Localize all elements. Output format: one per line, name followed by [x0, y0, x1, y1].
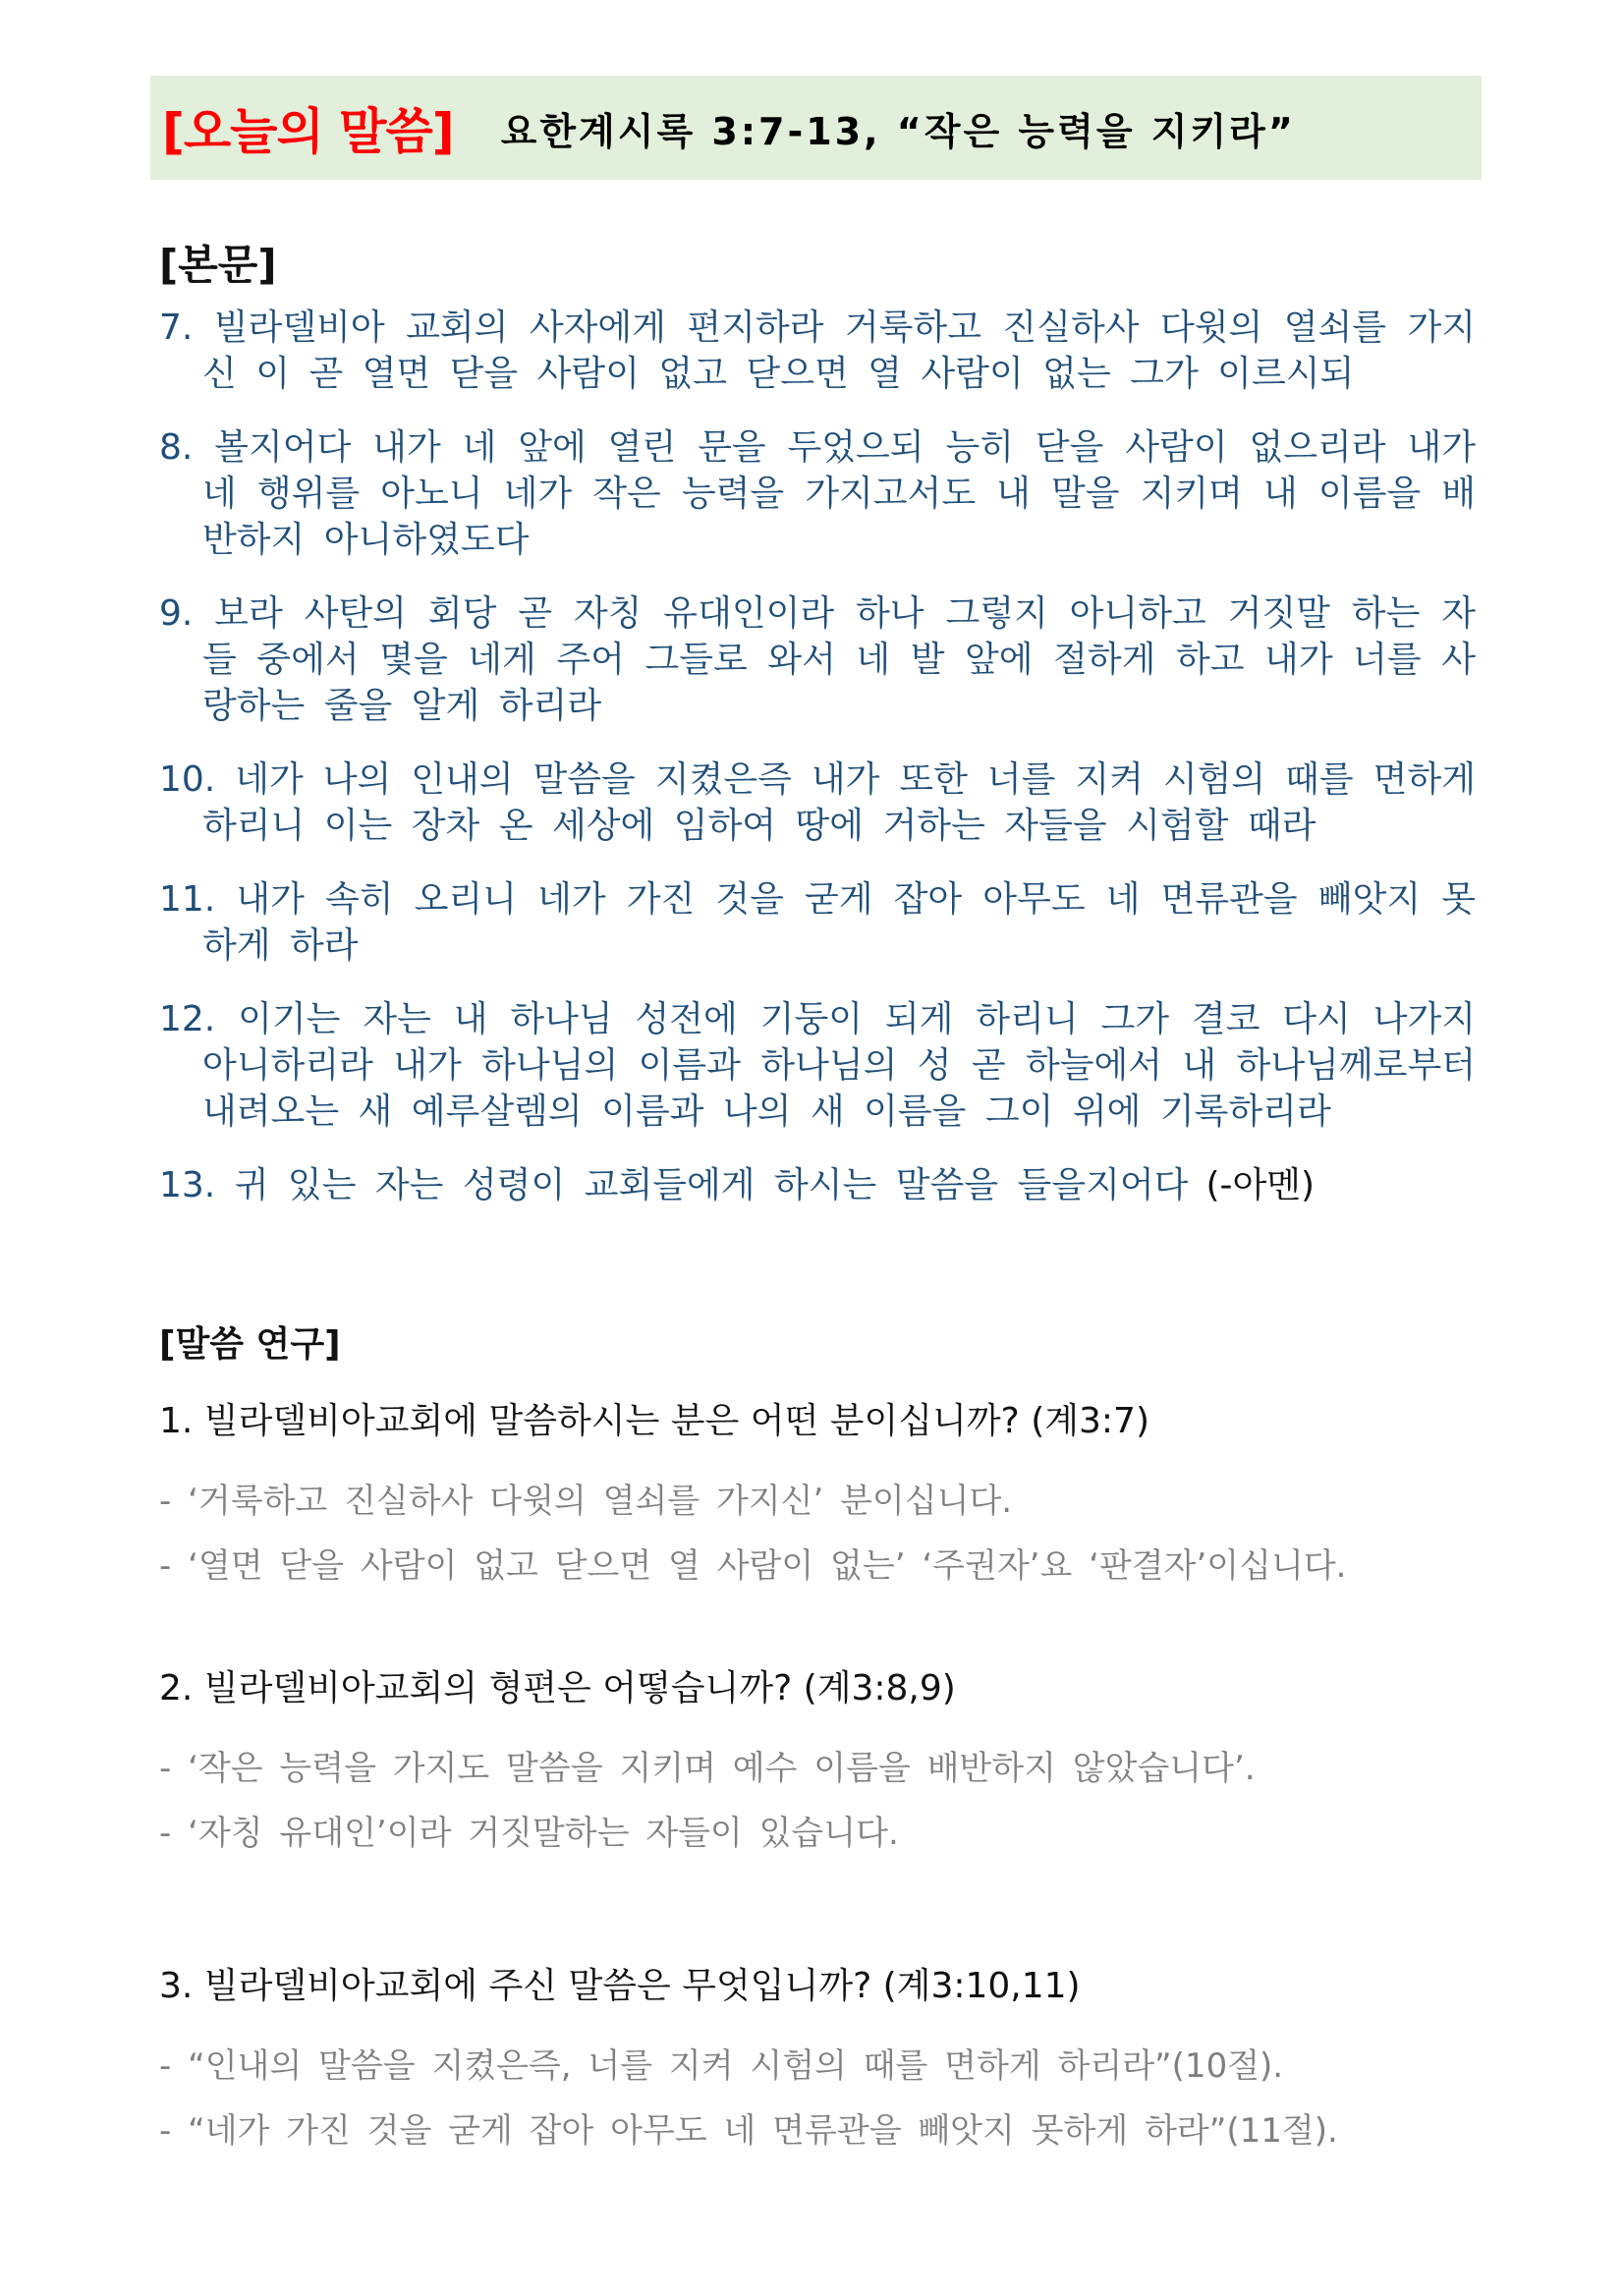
answer-1-2: - ‘열면 닫을 사람이 없고 닫으면 열 사람이 없는’ ‘주권자’요 ‘판결자’이십니다.: [159, 1546, 1347, 1586]
verse-12: 12. 이기는 자는 내 하나님 성전에 기둥이 되게 하리니 그가 결코 다시 나가지 아니하리라 내가 하나님의 이름과 하나님의 성 곧 하늘에서 내 하나님께로부터 내려오는 새 예루살렘의 이름과 나의 새 이름을 그이 위에 기록하리라: [159, 999, 1476, 1132]
answer-2-2: - ‘자칭 유대인’이라 거짓말하는 자들이 있습니다.: [159, 1814, 899, 1853]
verse-list: [159, 305, 1476, 1236]
verse-8: 8. 볼지어다 내가 네 앞에 열린 문을 두었으되 능히 닫을 사람이 없으리라 내가 네 행위를 아노니 네가 작은 능력을 가지고서도 내 말을 지키며 내 이름을 배반하지 아니하였도다: [159, 427, 1476, 560]
header-banner: [150, 76, 1482, 180]
verse-13: 13. 귀 있는 자는 성령이 교회들에게 하시는 말씀을 들을지어다: [159, 1165, 1189, 1205]
question-2: 2. 빌라델비아교회의 형편은 어떻습니까? (계3:8,9): [159, 1668, 956, 1708]
question-1: 1. 빌라델비아교회에 말씀하시는 분은 어떤 분이십니까? (계3:7): [159, 1401, 1149, 1441]
scripture-reference-title: 요한계시록 3:7-13, “작은 능력을 지키라”: [500, 109, 1296, 153]
verse-9: 9. 보라 사탄의 회당 곧 자칭 유대인이라 하나 그렇지 아니하고 거짓말 하는 자들 중에서 몇을 네게 주어 그들로 와서 네 발 앞에 절하게 하고 내가 너를 사랑하는 줄을 알게 하리라: [159, 593, 1476, 726]
study-section-heading: [말씀 연구]: [159, 1324, 341, 1365]
header-label: [오늘의 말씀]: [162, 103, 454, 160]
scripture-section-heading: [본문]: [159, 241, 277, 289]
answer-3-1: - “인내의 말씀을 지켰은즉, 너를 지켜 시험의 때를 면하게 하리라”(10절).: [159, 2046, 1284, 2086]
answer-3-2: - “네가 가진 것을 굳게 잡아 아무도 네 면류관을 빼앗지 못하게 하라”(11절).: [159, 2111, 1338, 2151]
answer-2-1: - ‘작은 능력을 가지도 말씀을 지키며 예수 이름을 배반하지 않았습니다’.: [159, 1749, 1256, 1788]
answer-1-1: - ‘거룩하고 진실하사 다윗의 열쇠를 가지신’ 분이십니다.: [159, 1482, 1013, 1521]
amen-note: (-아멘): [1205, 1165, 1316, 1205]
verse-11: 11. 내가 속히 오리니 네가 가진 것을 굳게 잡아 아무도 네 면류관을 빼앗지 못하게 하라: [159, 879, 1476, 966]
verse-13-line: [159, 1162, 1476, 1208]
question-3: 3. 빌라델비아교회에 주신 말씀은 무엇입니까? (계3:10,11): [159, 1966, 1081, 2006]
verse-7: 7. 빌라델비아 교회의 사자에게 편지하라 거룩하고 진실하사 다윗의 열쇠를 가지신 이 곧 열면 닫을 사람이 없고 닫으면 열 사람이 없는 그가 이르시되: [159, 308, 1476, 394]
verse-10: 10. 네가 나의 인내의 말씀을 지켰은즉 내가 또한 너를 지켜 시험의 때를 면하게 하리니 이는 장차 온 세상에 임하여 땅에 거하는 자들을 시험할 때라: [159, 759, 1476, 846]
